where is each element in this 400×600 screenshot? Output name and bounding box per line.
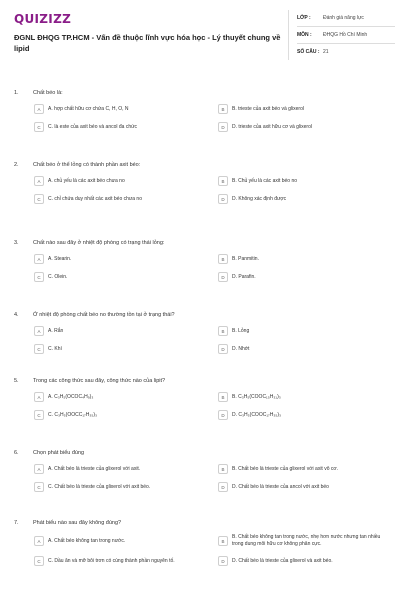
option-c[interactable]	[34, 122, 202, 132]
meta-value: Đánh giá năng lực	[323, 15, 364, 21]
option-letter: A	[34, 536, 44, 546]
option-b[interactable]	[218, 464, 386, 474]
option-text: B. Lỏng	[232, 327, 250, 334]
option-b[interactable]	[218, 176, 386, 186]
option-a[interactable]	[34, 254, 202, 264]
option-a[interactable]	[34, 392, 202, 402]
option-letter: C	[34, 122, 44, 132]
option-text: C. C₃H₅(OOCC₁₇H₃₅)₃	[48, 411, 98, 418]
option-letter: B	[218, 392, 228, 402]
question-7	[14, 520, 388, 566]
option-letter: A	[34, 254, 44, 264]
option-letter: B	[218, 536, 228, 546]
option-letter: C	[34, 556, 44, 566]
option-text: A. C₃H₅(OCOC₄H₉)₃	[48, 393, 94, 400]
option-text: C. là este của axit béo và ancol đa chức	[48, 123, 137, 130]
option-letter: A	[34, 104, 44, 114]
option-text: C. Khí	[48, 345, 62, 352]
meta-value: 21	[323, 49, 329, 55]
option-letter: C	[34, 410, 44, 420]
option-text: B. trieste của axit béo và glixerol	[232, 105, 304, 112]
question-number: 2.	[14, 162, 19, 168]
option-text: B. Panmitin.	[232, 255, 259, 262]
question-number: 7.	[14, 520, 19, 526]
meta-label: MÔN :	[297, 32, 312, 38]
option-text: C. chỉ chứa duy nhất các axit béo chưa no	[48, 195, 142, 202]
worksheet-title: ĐGNL ĐHQG TP.HCM - Vấn đề thuộc lĩnh vực hóa học - Lý thuyết chung về lipid	[14, 33, 281, 53]
option-text: D. Parafin.	[232, 273, 256, 280]
option-text: C. Olein.	[48, 273, 68, 280]
question-text: Phát biểu nào sau đây không đúng?	[33, 520, 122, 526]
quizizz-logo: QUIZIZZ	[14, 12, 72, 26]
question-2	[14, 162, 388, 204]
question-text: Trong các công thức sau đây, công thức nào của lipit?	[33, 378, 166, 384]
question-5	[14, 378, 388, 420]
option-text: A. Stearin.	[48, 255, 72, 262]
option-text: B. C₃H₅(COOC₁₅H₃₁)₃	[232, 393, 281, 400]
option-text: A. Chất béo không tan trong nước.	[48, 537, 126, 544]
option-text: D. Chất béo là trieste của glixerol và axit béo.	[232, 557, 333, 564]
option-text: B. Chất béo là trieste của glixerol với axit vô cơ.	[232, 465, 339, 472]
option-d[interactable]	[218, 556, 386, 566]
option-d[interactable]	[218, 482, 386, 492]
option-letter: A	[34, 176, 44, 186]
question-6	[14, 450, 388, 492]
option-a[interactable]	[34, 104, 202, 114]
meta-question-count	[297, 44, 395, 60]
question-number: 5.	[14, 378, 19, 384]
option-letter: D	[218, 482, 228, 492]
option-letter: D	[218, 272, 228, 282]
option-text: C. Chất béo là trieste của glixerol với axit béo.	[48, 483, 151, 490]
option-d[interactable]	[218, 344, 386, 354]
option-b[interactable]	[218, 534, 386, 548]
meta-label: SỐ CÂU :	[297, 49, 320, 55]
option-a[interactable]	[34, 464, 202, 474]
question-text: Chất béo ở thể lỏng có thành phần axit béo:	[33, 162, 141, 168]
option-letter: C	[34, 344, 44, 354]
question-text: Chất béo là:	[33, 90, 63, 96]
question-3	[14, 240, 388, 282]
option-b[interactable]	[218, 326, 386, 336]
option-d[interactable]	[218, 122, 386, 132]
option-letter: D	[218, 344, 228, 354]
option-text: A. chủ yếu là các axit béo chưa no	[48, 177, 125, 184]
option-a[interactable]	[34, 326, 202, 336]
option-letter: C	[34, 272, 44, 282]
option-text: B. Chủ yếu là các axit béo no	[232, 177, 298, 184]
worksheet-meta	[288, 10, 395, 60]
question-number: 4.	[14, 312, 19, 318]
meta-label: LỚP :	[297, 15, 311, 21]
option-text: D. C₃H₅(COOC₁₇H₃₅)₃	[232, 411, 282, 418]
option-text: D. Chất béo là trieste của ancol với axit béo	[232, 483, 329, 490]
option-c[interactable]	[34, 194, 202, 204]
option-text: D. trieste của axit hữu cơ và glixerol	[232, 123, 312, 130]
meta-class	[297, 10, 395, 27]
option-letter: B	[218, 464, 228, 474]
question-text: Chọn phát biểu đúng	[33, 450, 85, 456]
option-c[interactable]	[34, 344, 202, 354]
option-text: D. Không xác định được	[232, 195, 287, 202]
meta-value: ĐHQG Hồ Chí Minh	[323, 32, 368, 38]
option-text: B. Chất béo không tan trong nước, nhẹ hơn nước nhưng tan nhiều trong dung môi hữu cơ không phân cực.	[232, 534, 381, 547]
option-letter: B	[218, 326, 228, 336]
option-letter: C	[34, 482, 44, 492]
option-letter: A	[34, 464, 44, 474]
meta-subject	[297, 27, 395, 44]
option-letter: D	[218, 194, 228, 204]
question-number: 6.	[14, 450, 19, 456]
option-b[interactable]	[218, 104, 386, 114]
option-text: A. Chất béo là trieste của glixerol với axit.	[48, 465, 141, 472]
question-number: 3.	[14, 240, 19, 246]
option-letter: B	[218, 254, 228, 264]
option-letter: B	[218, 176, 228, 186]
option-text: A. Rắn	[48, 327, 64, 334]
question-4	[14, 312, 388, 354]
option-letter: A	[34, 392, 44, 402]
option-c[interactable]	[34, 482, 202, 492]
option-text: C. Dầu ăn và mỡ bôi trơn có cùng thành phần nguyên tố.	[48, 557, 175, 564]
option-d[interactable]	[218, 272, 386, 282]
option-c[interactable]	[34, 272, 202, 282]
option-letter: C	[34, 194, 44, 204]
option-c[interactable]	[34, 410, 202, 420]
option-c[interactable]	[34, 556, 202, 566]
option-letter: B	[218, 104, 228, 114]
option-b[interactable]	[218, 254, 386, 264]
option-text: D. Nhớt	[232, 345, 250, 352]
option-letter: D	[218, 410, 228, 420]
question-number: 1.	[14, 90, 19, 96]
option-letter: D	[218, 122, 228, 132]
question-text: Chất nào sau đây ở nhiệt độ phòng có trạng thái lỏng:	[33, 240, 165, 246]
option-a[interactable]	[34, 534, 202, 548]
question-text: Ở nhiệt độ phòng chất béo no thường tồn tại ở trạng thái?	[33, 312, 175, 318]
option-letter: A	[34, 326, 44, 336]
question-1	[14, 90, 388, 132]
option-d[interactable]	[218, 194, 386, 204]
option-a[interactable]	[34, 176, 202, 186]
option-letter: D	[218, 556, 228, 566]
option-b[interactable]	[218, 392, 386, 402]
option-d[interactable]	[218, 410, 386, 420]
option-text: A. hợp chất hữu cơ chứa C, H, O, N	[48, 105, 129, 112]
